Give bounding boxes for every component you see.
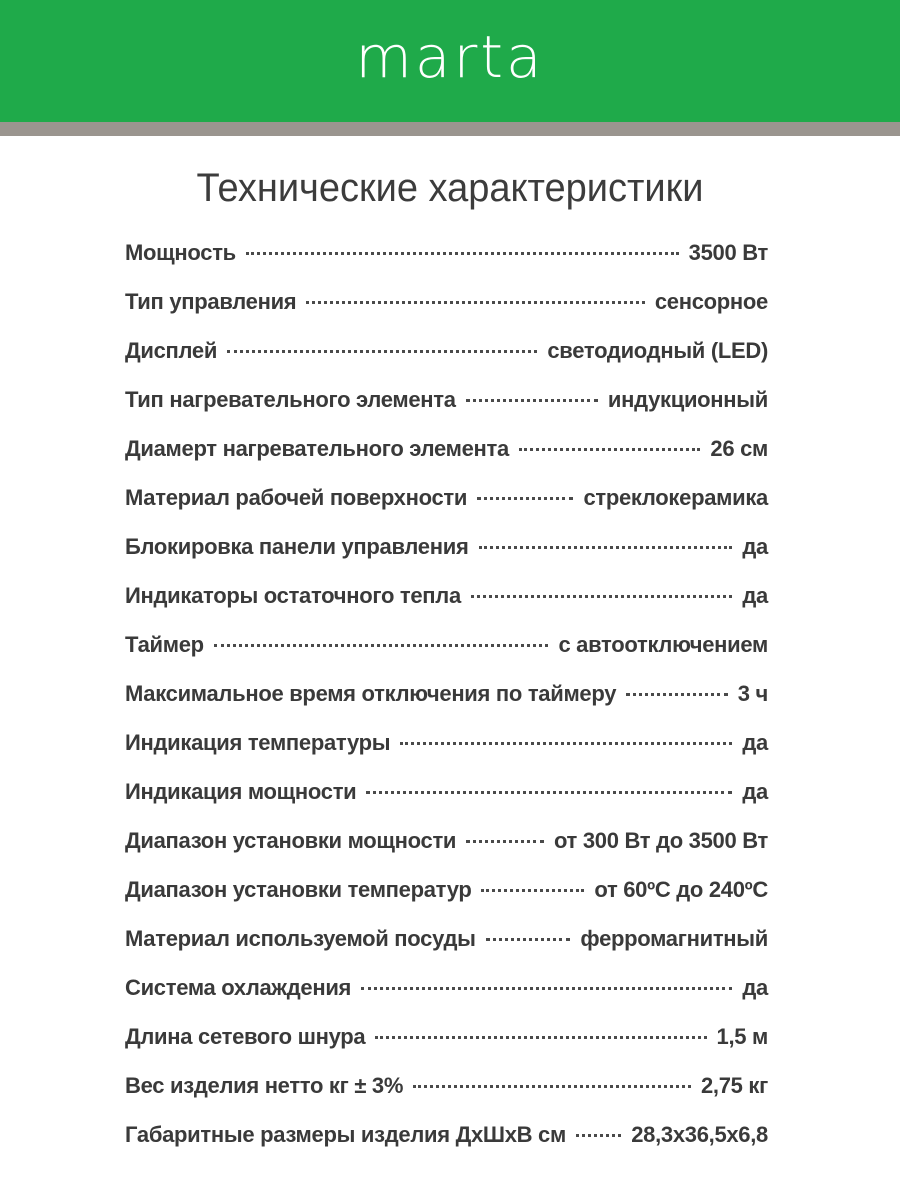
spec-row-max-timer bbox=[125, 669, 768, 718]
spec-value: да bbox=[742, 779, 768, 804]
spec-row-timer bbox=[125, 620, 768, 669]
spec-row-temperature-indication bbox=[125, 718, 768, 767]
spec-row-cord-length bbox=[125, 1012, 768, 1061]
spec-label: Таймер bbox=[125, 632, 204, 657]
spec-label: Диапазон установки температур bbox=[125, 877, 472, 902]
dot-leader bbox=[366, 791, 732, 794]
spec-value: 1,5 м bbox=[716, 1024, 768, 1049]
spec-value: 3 ч bbox=[737, 681, 768, 706]
spec-label: Дисплей bbox=[125, 338, 218, 363]
spec-value: 26 см bbox=[710, 436, 768, 461]
spec-row-cooling-system bbox=[125, 963, 768, 1012]
spec-value: 2,75 кг bbox=[700, 1073, 768, 1098]
spec-label: Максимальное время отключения по таймеру bbox=[125, 681, 617, 706]
spec-row-surface-material bbox=[125, 473, 768, 522]
dot-leader bbox=[227, 350, 537, 353]
spec-row-control-type bbox=[125, 277, 768, 326]
brand-logo: marta bbox=[355, 23, 545, 91]
dot-leader bbox=[361, 987, 732, 990]
spec-label: Тип нагревательного элемента bbox=[125, 387, 456, 412]
dot-leader bbox=[479, 546, 733, 549]
spec-row-net-weight bbox=[125, 1061, 768, 1110]
spec-row-power-range bbox=[125, 816, 768, 865]
spec-label: Длина сетевого шнура bbox=[125, 1024, 366, 1049]
spec-label: Индикаторы остаточного тепла bbox=[125, 583, 461, 608]
dot-leader bbox=[519, 448, 700, 451]
spec-row-power-indication bbox=[125, 767, 768, 816]
spec-label: Материал рабочей поверхности bbox=[125, 485, 468, 510]
spec-label: Вес изделия нетто кг ± 3% bbox=[125, 1073, 404, 1098]
spec-label: Индикация температуры bbox=[125, 730, 391, 755]
spec-label: Диапазон установки мощности bbox=[125, 828, 457, 853]
dot-leader bbox=[246, 252, 679, 255]
spec-value: да bbox=[742, 583, 768, 608]
spec-list bbox=[125, 228, 768, 1159]
spec-value: от 60ºС до 240ºС bbox=[594, 877, 768, 902]
spec-label: Система охлаждения bbox=[125, 975, 352, 1000]
dot-leader bbox=[214, 644, 549, 647]
dot-leader bbox=[626, 693, 728, 696]
spec-label: Блокировка панели управления bbox=[125, 534, 469, 559]
spec-value: светодиодный (LED) bbox=[547, 338, 768, 363]
dot-leader bbox=[413, 1085, 691, 1088]
spec-row-dimensions bbox=[125, 1110, 768, 1159]
header-stripe bbox=[0, 122, 900, 136]
spec-value: стреклокерамика bbox=[583, 485, 768, 510]
spec-label: Тип управления bbox=[125, 289, 297, 314]
spec-label: Индикация мощности bbox=[125, 779, 357, 804]
spec-row-heating-element-diameter bbox=[125, 424, 768, 473]
spec-value: да bbox=[742, 975, 768, 1000]
spec-value: 28,3х36,5х6,8 bbox=[631, 1122, 768, 1147]
page-title: Технические характеристики bbox=[196, 166, 704, 210]
spec-value: сенсорное bbox=[654, 289, 768, 314]
spec-row-heating-element-type bbox=[125, 375, 768, 424]
dot-leader bbox=[375, 1036, 706, 1039]
dot-leader bbox=[576, 1134, 621, 1137]
dot-leader bbox=[477, 497, 573, 500]
dot-leader bbox=[466, 840, 544, 843]
dot-leader bbox=[466, 399, 598, 402]
spec-value: индукционный bbox=[607, 387, 768, 412]
spec-label: Материал используемой посуды bbox=[125, 926, 476, 951]
spec-row-temperature-range bbox=[125, 865, 768, 914]
dot-leader bbox=[306, 301, 645, 304]
spec-value: от 300 Вт до 3500 Вт bbox=[553, 828, 768, 853]
spec-value: 3500 Вт bbox=[688, 240, 768, 265]
spec-label: Габаритные размеры изделия ДхШхВ см bbox=[125, 1122, 566, 1147]
spec-label: Мощность bbox=[125, 240, 236, 265]
spec-value: с автоотключением bbox=[558, 632, 768, 657]
spec-value: да bbox=[742, 730, 768, 755]
dot-leader bbox=[481, 889, 584, 892]
header-bar bbox=[0, 0, 900, 122]
spec-value: да bbox=[742, 534, 768, 559]
dot-leader bbox=[486, 938, 571, 941]
dot-leader bbox=[400, 742, 732, 745]
spec-label: Диамерт нагревательного элемента bbox=[125, 436, 509, 461]
spec-row-display bbox=[125, 326, 768, 375]
spec-row-cookware-material bbox=[125, 914, 768, 963]
spec-row-panel-lock bbox=[125, 522, 768, 571]
spec-row-residual-heat bbox=[125, 571, 768, 620]
spec-value: ферромагнитный bbox=[580, 926, 768, 951]
dot-leader bbox=[471, 595, 732, 598]
spec-row-power bbox=[125, 228, 768, 277]
